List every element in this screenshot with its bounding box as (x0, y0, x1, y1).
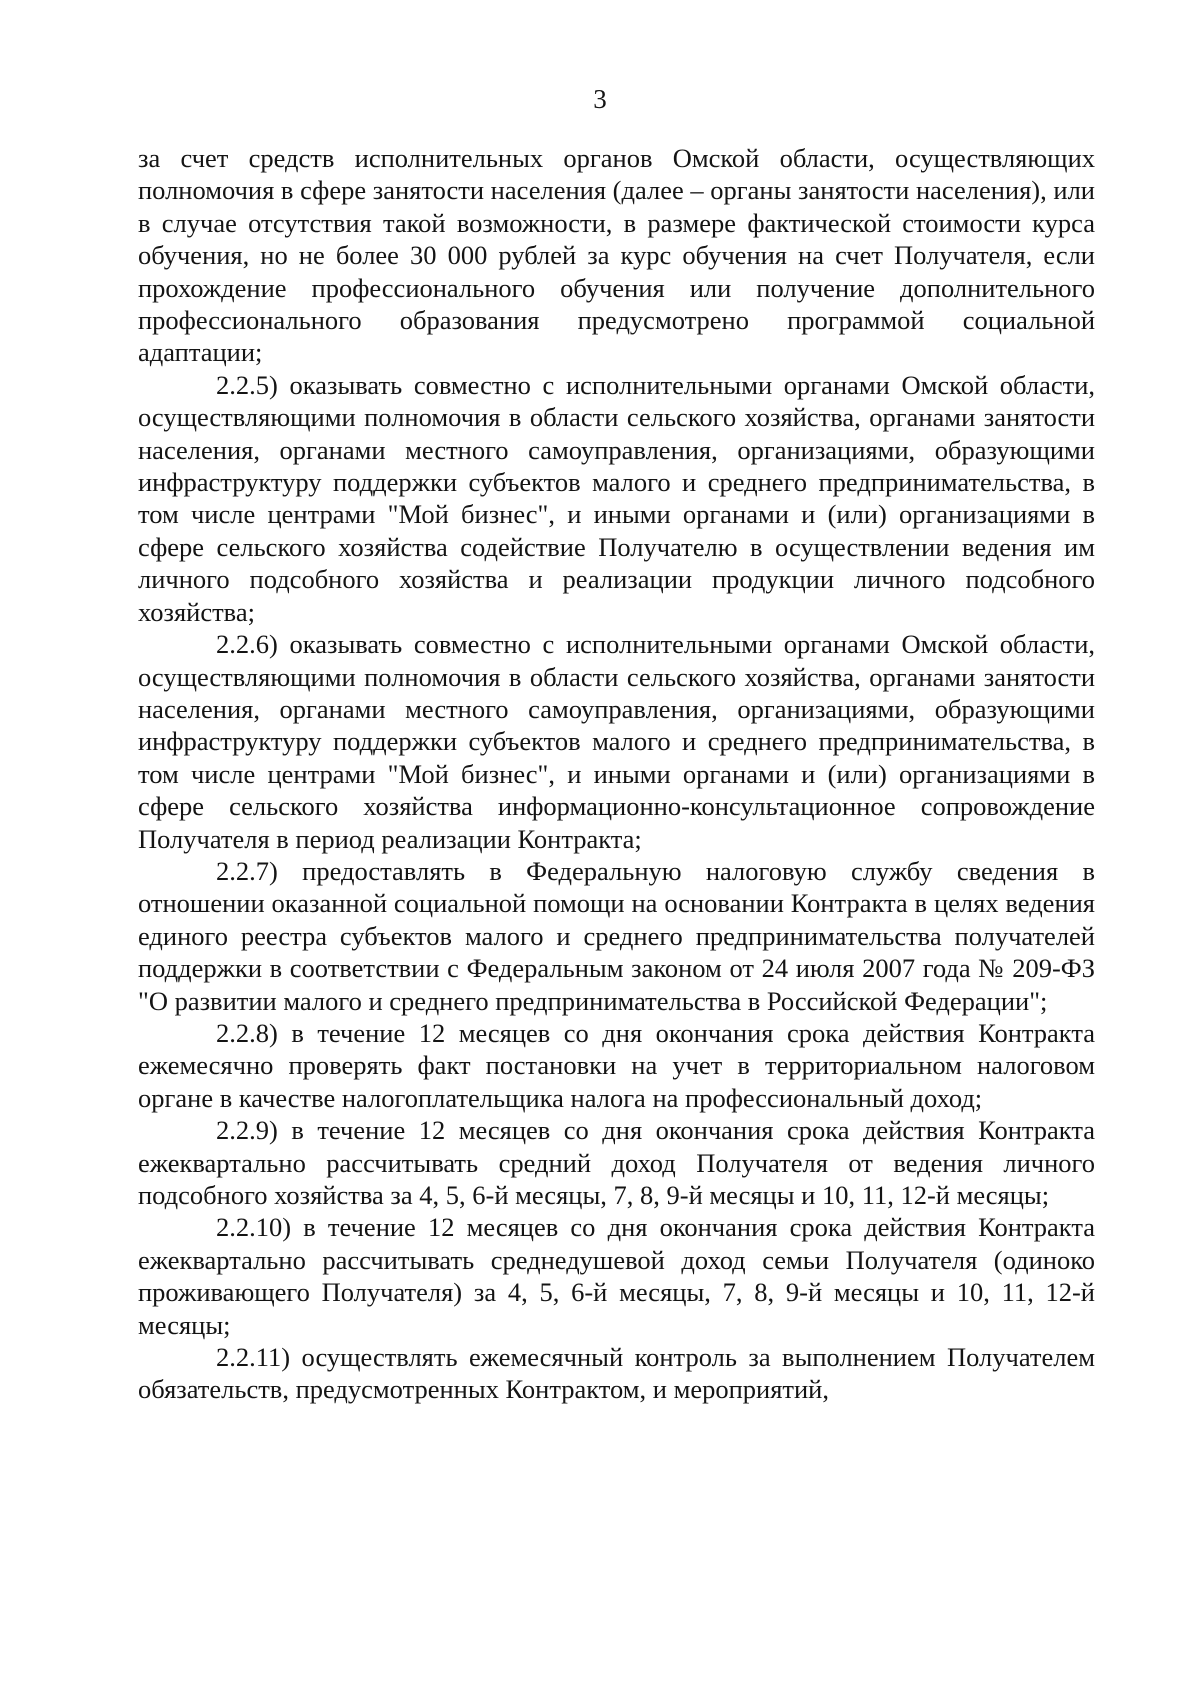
document-body (138, 142, 1095, 1406)
paragraph-2-2-9: 2.2.9) в течение 12 месяцев со дня окончания срока действия Контракта ежеквартально рассчитывать средний доход Получателя от ведения личного подсобного хозяйства за 4, 5, 6-й месяцы, 7, 8, 9-й месяцы и 10, 11, 12-й месяцы; (138, 1115, 1095, 1210)
paragraph-2-2-7: 2.2.7) предоставлять в Федеральную налоговую службу сведения в отношении оказанной социальной помощи на основании Контракта в целях ведения единого реестра субъектов малого и среднего предпринимательства получателей поддержки в соответствии с Федеральным законом от 24 июля 2007 года № 209-ФЗ "О развитии малого и среднего предпринимательства в Российской Федерации"; (138, 855, 1095, 1016)
page-number: 3 (593, 84, 607, 114)
paragraph-2-2-6: 2.2.6) оказывать совместно с исполнительными органами Омской области, осуществляющими полномочия в области сельского хозяйства, органами занятости населения, органами местного самоуправления, организациями, образующими инфраструктуру поддержки субъектов малого и среднего предпринимательства, в том числе центрами "Мой бизнес", и иными органами и (или) организациями в сфере сельского хозяйства информационно-консультационное сопровождение Получателя в период реализации Контракта; (138, 629, 1095, 854)
paragraph-2-2-5: 2.2.5) оказывать совместно с исполнительными органами Омской области, осуществляющими полномочия в области сельского хозяйства, органами занятости населения, органами местного самоуправления, организациями, образующими инфраструктуру поддержки субъектов малого и среднего предпринимательства, в том числе центрами "Мой бизнес", и иными органами и (или) организациями в сфере сельского хозяйства содействие Получателю в осуществлении ведения им личного подсобного хозяйства и реализации продукции личного подсобного хозяйства; (138, 369, 1095, 627)
paragraph-2-2-8: 2.2.8) в течение 12 месяцев со дня окончания срока действия Контракта ежемесячно проверять факт постановки на учет в территориальном налоговом органе в качестве налогоплательщика налога на профессиональный доход; (138, 1017, 1095, 1113)
paragraph-continuation: за счет средств исполнительных органов Омской области, осуществляющих полномочия в сфере занятости населения (далее – органы занятости населения), или в случае отсутствия такой возможности, в размере фактической стоимости курса обучения, но не более 30 000 рублей за курс обучения на счет Получателя, если прохождение профессионального обучения или получение дополнительного профессионального образования предусмотрено программой социальной адаптации; (138, 143, 1095, 368)
paragraph-2-2-11: 2.2.11) осуществлять ежемесячный контроль за выполнением Получателем обязательств, предусмотренных Контрактом, и мероприятий, (138, 1342, 1095, 1405)
paragraph-2-2-10: 2.2.10) в течение 12 месяцев со дня окончания срока действия Контракта ежеквартально рассчитывать среднедушевой доход семьи Получателя (одиноко проживающего Получателя) за 4, 5, 6-й месяцы, 7, 8, 9-й месяцы и 10, 11, 12-й месяцы; (138, 1212, 1095, 1340)
